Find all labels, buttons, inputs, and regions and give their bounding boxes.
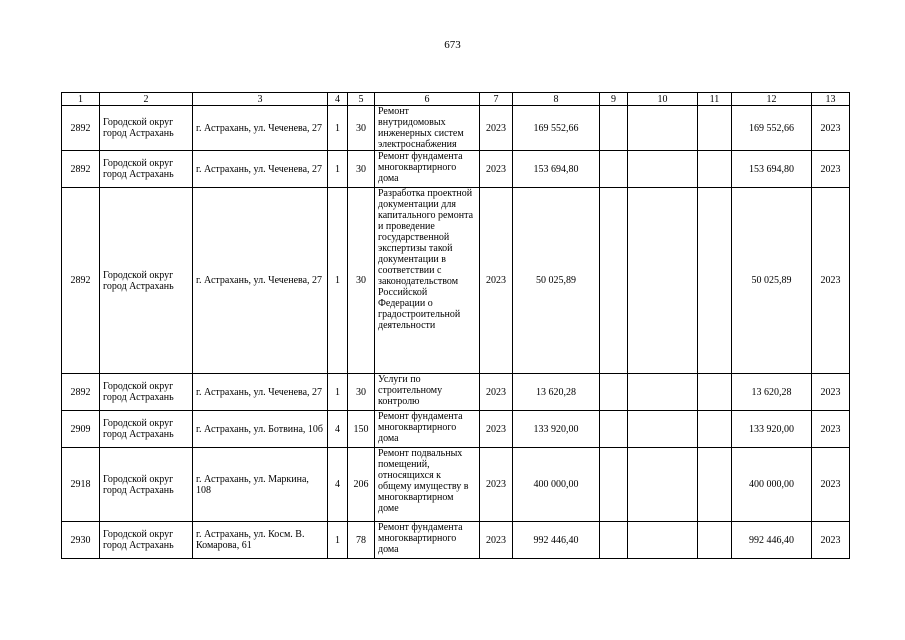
page-number: 673 [444, 39, 461, 51]
cell-work-type: Ремонт внутридомовых инженерных систем электроснабжения [375, 106, 480, 151]
cell-col4: 1 [328, 374, 348, 411]
cell-year: 2023 [480, 522, 513, 559]
column-header-6: 6 [375, 93, 480, 106]
cell-address: г. Астрахань, ул. Чеченева, 27 [193, 374, 328, 411]
cell-col4: 1 [328, 188, 348, 374]
table-row [62, 106, 850, 151]
cell-col5: 206 [348, 448, 375, 522]
cell-col5: 150 [348, 411, 375, 448]
cell-col12: 13 620,28 [732, 374, 812, 411]
cell-col4: 1 [328, 151, 348, 188]
cell-house-id: 2892 [62, 151, 100, 188]
cell-address: г. Астрахань, ул. Чеченева, 27 [193, 106, 328, 151]
cell-col13: 2023 [812, 411, 850, 448]
table-row [62, 374, 850, 411]
cell-col10 [628, 411, 698, 448]
cell-work-type: Ремонт фундамента многоквартирного дома [375, 522, 480, 559]
column-header-9: 9 [600, 93, 628, 106]
cell-col9 [600, 374, 628, 411]
cell-col9 [600, 448, 628, 522]
cell-col11 [698, 106, 732, 151]
cell-work-type: Ремонт фундамента многоквартирного дома [375, 151, 480, 188]
repair-registry-table [61, 92, 850, 559]
table-header-row [62, 93, 850, 106]
column-header-7: 7 [480, 93, 513, 106]
column-header-13: 13 [812, 93, 850, 106]
cell-col13: 2023 [812, 522, 850, 559]
cell-total-cost: 50 025,89 [513, 188, 600, 374]
cell-address: г. Астрахань, ул. Косм. В. Комарова, 61 [193, 522, 328, 559]
column-header-11: 11 [698, 93, 732, 106]
cell-house-id: 2909 [62, 411, 100, 448]
cell-municipality: Городской округ город Астрахань [100, 448, 193, 522]
cell-col12: 153 694,80 [732, 151, 812, 188]
cell-municipality: Городской округ город Астрахань [100, 188, 193, 374]
cell-col13: 2023 [812, 151, 850, 188]
cell-house-id: 2892 [62, 188, 100, 374]
table-row [62, 522, 850, 559]
cell-col12: 133 920,00 [732, 411, 812, 448]
cell-col9 [600, 106, 628, 151]
column-header-1: 1 [62, 93, 100, 106]
column-header-4: 4 [328, 93, 348, 106]
cell-col13: 2023 [812, 188, 850, 374]
cell-total-cost: 400 000,00 [513, 448, 600, 522]
cell-col11 [698, 411, 732, 448]
cell-col4: 1 [328, 106, 348, 151]
cell-year: 2023 [480, 188, 513, 374]
cell-col5: 78 [348, 522, 375, 559]
cell-col5: 30 [348, 188, 375, 374]
cell-year: 2023 [480, 106, 513, 151]
cell-address: г. Астрахань, ул. Маркина, 108 [193, 448, 328, 522]
cell-year: 2023 [480, 374, 513, 411]
cell-total-cost: 153 694,80 [513, 151, 600, 188]
cell-col9 [600, 522, 628, 559]
cell-col10 [628, 151, 698, 188]
cell-col9 [600, 151, 628, 188]
cell-total-cost: 133 920,00 [513, 411, 600, 448]
cell-work-type: Услуги по строительному контролю [375, 374, 480, 411]
cell-col12: 992 446,40 [732, 522, 812, 559]
cell-col10 [628, 374, 698, 411]
cell-municipality: Городской округ город Астрахань [100, 106, 193, 151]
cell-year: 2023 [480, 151, 513, 188]
cell-year: 2023 [480, 448, 513, 522]
cell-house-id: 2918 [62, 448, 100, 522]
column-header-8: 8 [513, 93, 600, 106]
cell-col4: 4 [328, 448, 348, 522]
cell-address: г. Астрахань, ул. Чеченева, 27 [193, 151, 328, 188]
cell-col10 [628, 522, 698, 559]
cell-work-type: Ремонт подвальных помещений, относящихся к общему имуществу в многоквартирном доме [375, 448, 480, 522]
cell-municipality: Городской округ город Астрахань [100, 374, 193, 411]
cell-col5: 30 [348, 106, 375, 151]
cell-total-cost: 13 620,28 [513, 374, 600, 411]
cell-house-id: 2930 [62, 522, 100, 559]
column-header-5: 5 [348, 93, 375, 106]
cell-municipality: Городской округ город Астрахань [100, 522, 193, 559]
cell-col11 [698, 188, 732, 374]
cell-col13: 2023 [812, 106, 850, 151]
column-header-10: 10 [628, 93, 698, 106]
column-header-2: 2 [100, 93, 193, 106]
cell-col12: 400 000,00 [732, 448, 812, 522]
cell-total-cost: 992 446,40 [513, 522, 600, 559]
cell-address: г. Астрахань, ул. Ботвина, 10б [193, 411, 328, 448]
cell-col11 [698, 374, 732, 411]
cell-col10 [628, 188, 698, 374]
table-row [62, 188, 850, 374]
cell-col11 [698, 448, 732, 522]
column-header-12: 12 [732, 93, 812, 106]
cell-house-id: 2892 [62, 374, 100, 411]
table-row [62, 411, 850, 448]
cell-work-type: Разработка проектной документации для капитального ремонта и проведение государственной экспертизы такой документации в соответствии с законодательством Российской Федерации о градостроительной деятельности [375, 188, 480, 374]
cell-col13: 2023 [812, 448, 850, 522]
cell-col11 [698, 522, 732, 559]
cell-municipality: Городской округ город Астрахань [100, 411, 193, 448]
table-row [62, 448, 850, 522]
cell-total-cost: 169 552,66 [513, 106, 600, 151]
cell-col12: 169 552,66 [732, 106, 812, 151]
cell-municipality: Городской округ город Астрахань [100, 151, 193, 188]
cell-house-id: 2892 [62, 106, 100, 151]
cell-col10 [628, 106, 698, 151]
cell-year: 2023 [480, 411, 513, 448]
cell-col5: 30 [348, 374, 375, 411]
cell-col13: 2023 [812, 374, 850, 411]
cell-col11 [698, 151, 732, 188]
cell-col9 [600, 188, 628, 374]
cell-col4: 1 [328, 522, 348, 559]
cell-work-type: Ремонт фундамента многоквартирного дома [375, 411, 480, 448]
cell-col4: 4 [328, 411, 348, 448]
cell-col5: 30 [348, 151, 375, 188]
cell-address: г. Астрахань, ул. Чеченева, 27 [193, 188, 328, 374]
cell-col10 [628, 448, 698, 522]
cell-col9 [600, 411, 628, 448]
table-row [62, 151, 850, 188]
column-header-3: 3 [193, 93, 328, 106]
cell-col12: 50 025,89 [732, 188, 812, 374]
